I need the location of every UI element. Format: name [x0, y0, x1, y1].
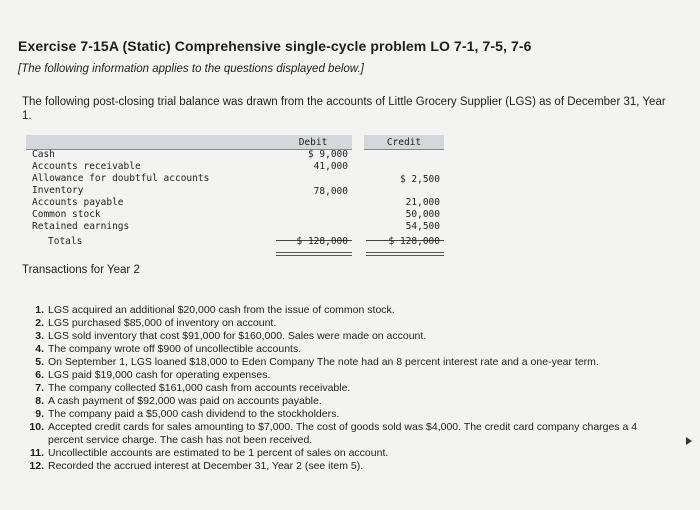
list-item: 1. LGS acquired an additional $20,000 cash from the issue of common stock. [35, 304, 395, 316]
credit-total-double-rule [366, 252, 444, 256]
credit-amount: 54,500 [405, 221, 440, 232]
debit-amount: 41,000 [313, 161, 348, 172]
list-item: 5. On September 1, LGS loaned $18,000 to Eden Company The note had an 8 percent interest rate and a one-year term. [35, 356, 599, 368]
transactions-list [28, 304, 668, 473]
credit-amount: $ 2,500 [399, 174, 440, 185]
debit-amount: $ 9,000 [307, 149, 348, 160]
credit-amount: 50,000 [405, 209, 440, 220]
header-credit: Credit [364, 135, 444, 150]
list-item: 3. LGS sold inventory that cost $91,000 for $160,000. Sales were made on account. [35, 330, 427, 342]
credit-total: $ 128,000 [388, 236, 440, 247]
header-account-cell [26, 135, 274, 150]
account-name: Inventory [32, 185, 84, 196]
list-item: 2. LGS purchased $85,000 of inventory on account. [35, 317, 277, 329]
list-item: 4. The company wrote off $900 of uncollectible accounts. [35, 343, 302, 355]
list-item: 7. The company collected $161,000 cash from accounts receivable. [35, 382, 351, 394]
list-item: 11. Uncollectible accounts are estimated to be 1 percent of sales on account. [29, 447, 389, 459]
credit-amount: 21,000 [405, 197, 440, 208]
list-item: 9. The company paid a $5,000 cash dividend to the stockholders. [35, 408, 340, 420]
list-item: 8. A cash payment of $92,000 was paid on accounts payable. [35, 395, 322, 407]
list-item: 6. LGS paid $19,000 cash for operating expenses. [35, 369, 271, 381]
account-name: Accounts payable [32, 197, 124, 208]
trial-balance-table [26, 135, 446, 255]
debit-total-double-rule [276, 252, 352, 256]
debit-total: $ 128,000 [296, 236, 348, 247]
list-item: 12. Recorded the accrued interest at December 31, Year 2 (see item 5). [29, 460, 364, 472]
exercise-subtitle: [The following information applies to the questions displayed below.] [18, 63, 364, 75]
transactions-heading: Transactions for Year 2 [22, 264, 140, 276]
cursor-arrow-icon [686, 437, 692, 445]
account-name: Common stock [32, 209, 101, 220]
debit-amount: 78,000 [313, 186, 348, 197]
account-name: Cash [32, 149, 55, 160]
intro-paragraph: The following post-closing trial balance was drawn from the accounts of Little Grocery Supplier (LGS) as of December 31, Year 1. [22, 96, 666, 122]
account-name: Retained earnings [32, 221, 130, 232]
header-debit: Debit [274, 135, 352, 150]
account-name: Allowance for doubtful accounts [32, 173, 210, 184]
account-name: Accounts receivable [32, 161, 141, 172]
totals-label: Totals [48, 236, 83, 247]
exercise-title: Exercise 7-15A (Static) Comprehensive single-cycle problem LO 7-1, 7-5, 7-6 [18, 38, 532, 54]
list-item: 10. Accepted credit cards for sales amounting to $7,000. The cost of goods sold was $4,000. The credit card company charges a 4 percent service charge. The cash has not been received. [29, 421, 638, 446]
